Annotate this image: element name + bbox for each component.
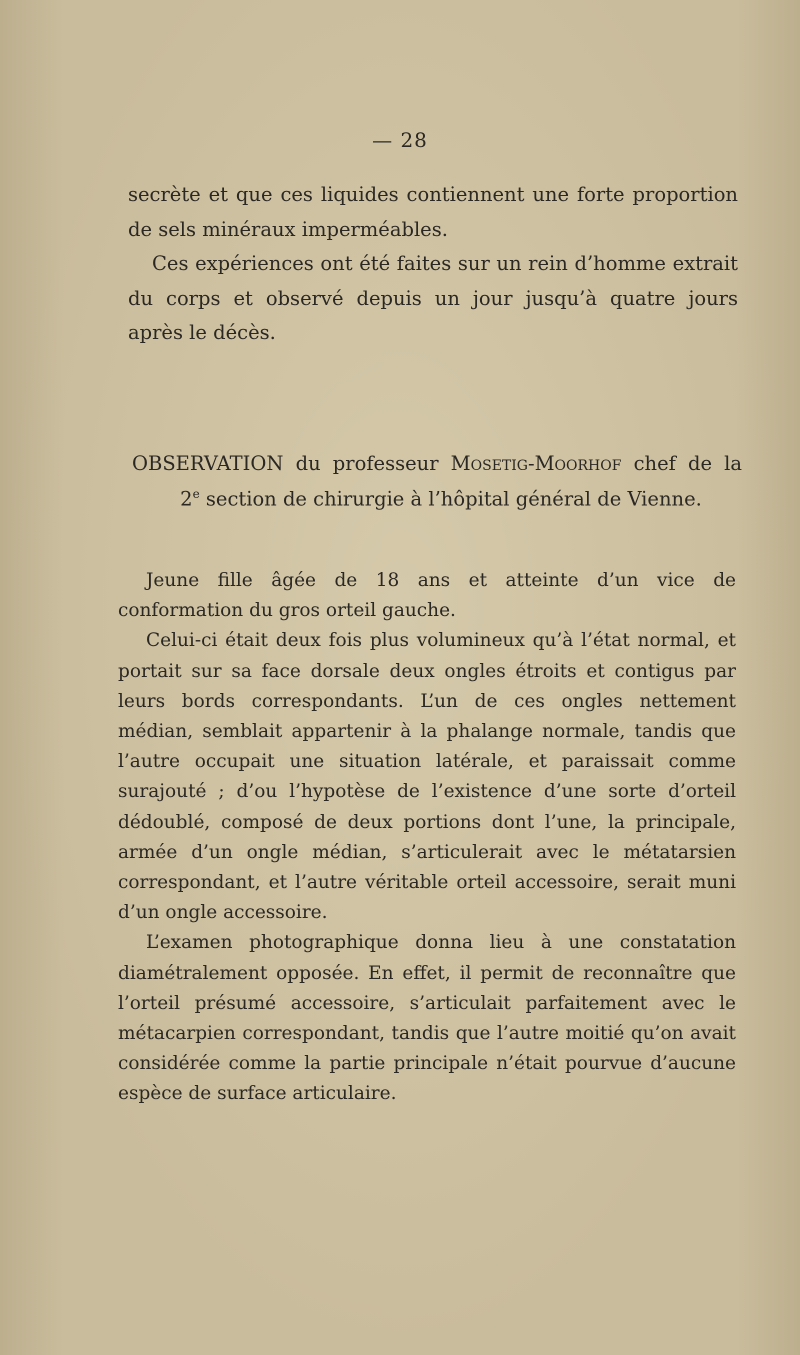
body-paragraph: L’examen photographique donna lieu à une constatation diamétralement opposée. En effet, il permit de reconnaître que l’orteil présumé accessoire, s’articulait parfaitement avec le métacarpien correspondant, tandis que l’autre moitié qu’on avait considérée comme la partie principale n’était pourvue d’aucune espèce de surface articulaire.: [118, 932, 736, 1105]
body-paragraph: Jeune fille âgée de 18 ans et atteinte d’un vice de conformation du gros orteil gauche.: [118, 570, 736, 622]
section-superscript: e: [192, 487, 200, 501]
observation-du: du professeur: [295, 452, 439, 475]
body-paragraph: Celui-ci était deux fois plus volumineux qu’à l’état normal, et portait sur sa face dorsale deux ongles étroits et contigus par leurs bords correspondants. L’un de ces ongles nettement médian, semblait appartenir à la phalange normale, tandis que l’autre occupait une situation latérale, et paraissait comme surajouté ; d’ou l’hypotèse de l’existence d’une sorte d’orteil dédoublé, composé de deux portions dont l’une, la principale, armée d’un ongle médian, s’articulerait avec le métatarsien correspondant, et l’autre véritable orteil accessoire, serait muni d’un ongle accessoire.: [118, 630, 736, 924]
professor-name: Mosetig-Moorhof: [450, 452, 622, 475]
intro-paragraph: secrète et que ces liquides contiennent une forte proportion de sels minéraux imperméables.: [128, 183, 738, 241]
intro-paragraph: Ces expériences ont été faites sur un rein d’homme extrait du corps et observé depuis un jour jusqu’à quatre jours après le décès.: [128, 252, 738, 344]
observation-chef: chef de la: [633, 452, 743, 475]
observation-heading-line: [132, 448, 742, 479]
section-text: section de chirurgie à l’hôpital général de Vienne.: [205, 487, 702, 511]
observation-label: OBSERVATION: [132, 452, 284, 475]
section-number: 2: [180, 487, 193, 511]
observation-heading: [132, 448, 742, 515]
observation-body: [118, 566, 736, 1110]
intro-text: [128, 178, 738, 351]
observation-heading-line: [132, 479, 742, 515]
page-number: — 28: [372, 128, 428, 152]
